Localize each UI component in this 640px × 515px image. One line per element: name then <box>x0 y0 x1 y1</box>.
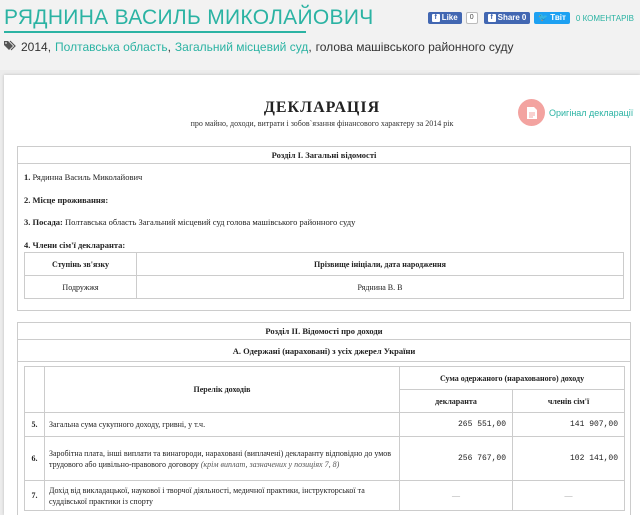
family-relation: Подружжя <box>25 276 137 299</box>
twitter-button[interactable] <box>534 12 570 24</box>
income-col-family: членів сім'ї <box>513 390 625 413</box>
income-col-declarant: декларанта <box>400 390 513 413</box>
section-income-subtitle: А. Одержані (нараховані) з усіх джерел України <box>18 340 630 362</box>
income-col-list: Перелік доходів <box>45 367 400 413</box>
original-declaration-link[interactable] <box>518 99 633 126</box>
income-table <box>24 366 625 511</box>
section-general <box>17 146 631 311</box>
family-name: Ряднина В. В <box>137 276 624 299</box>
table-row: 7. Дохід від викладацької, наукової і творчої діяльності, медичної практики, інструкторської та суддівської практики із спорту — — <box>25 481 625 511</box>
field-full-name: 1. Рядинна Василь Миколайович <box>24 172 143 182</box>
fb-like-label: Like <box>441 13 458 22</box>
tag-region-link[interactable]: Полтавська область <box>55 40 168 54</box>
tag-icon <box>4 40 17 54</box>
section-income-title: Розділ ІІ. Відомості про доходи <box>18 323 630 340</box>
tags-line: 2014, Полтавська область, Загальний місцевий суд, голова машівського районного суду <box>4 40 514 54</box>
declaration-document <box>4 75 640 515</box>
tag-court-link[interactable]: Загальний місцевий суд <box>174 40 309 54</box>
document-subtitle: про майно, доходи, витрати і зобов`язання фінансового характеру за 2014 рік <box>190 119 454 128</box>
income-col-sum: Сума одержаного (нарахованого) доходу <box>400 367 625 390</box>
table-row: 5. Загальна сума сукупного доходу, гривні, у т.ч. 265 551,00 141 907,00 <box>25 413 625 437</box>
twitter-icon: 🐦 <box>538 13 549 22</box>
field-family-members: 4. Члени сім'ї декларанта: <box>24 240 126 250</box>
facebook-icon: f <box>432 14 440 22</box>
section-income <box>17 322 631 515</box>
family-table <box>24 252 624 299</box>
table-row <box>25 276 624 299</box>
section-general-title: Розділ І. Загальні відомості <box>18 147 630 164</box>
family-col-name: Прізвище ініціали, дата народження <box>137 253 624 276</box>
field-residence: 2. Місце проживання: <box>24 195 109 205</box>
facebook-icon: f <box>488 14 496 22</box>
fb-like-button[interactable] <box>428 12 462 24</box>
tag-year: 2014 <box>21 40 48 54</box>
social-bar <box>428 12 634 24</box>
original-link-label: Оригінал декларації <box>549 107 634 118</box>
document-title: ДЕКЛАРАЦІЯ <box>263 99 381 116</box>
field-position: 3. Посада: Полтавська область Загальний місцевий суд голова машівського районного суду <box>24 217 356 227</box>
fb-share-count: 0 <box>521 13 527 22</box>
fb-like-count: 0 <box>466 12 478 24</box>
tag-position: голова машівського районного суду <box>315 40 514 54</box>
family-col-relation: Ступінь зв'язку <box>25 253 137 276</box>
fb-share-button[interactable] <box>484 12 531 24</box>
twitter-label: Твіт <box>550 13 566 22</box>
table-row: 6. Заробітна плата, інші виплати та винагороди, нараховані (виплачені) декларанту відповідно до умов трудового або цивільно-правового договору (крім виплат, зазначених у позиціях 7, 8) 256 767,00 102 141,00 <box>25 437 625 481</box>
comments-link[interactable]: 0 КОМЕНТАРІВ <box>575 13 634 23</box>
document-icon <box>518 99 545 126</box>
title-underline <box>4 31 306 33</box>
declarant-name-title: РЯДНИНА ВАСИЛЬ МИКОЛАЙОВИЧ <box>4 6 374 29</box>
page-header <box>0 0 640 70</box>
fb-share-label: Share <box>497 13 520 22</box>
